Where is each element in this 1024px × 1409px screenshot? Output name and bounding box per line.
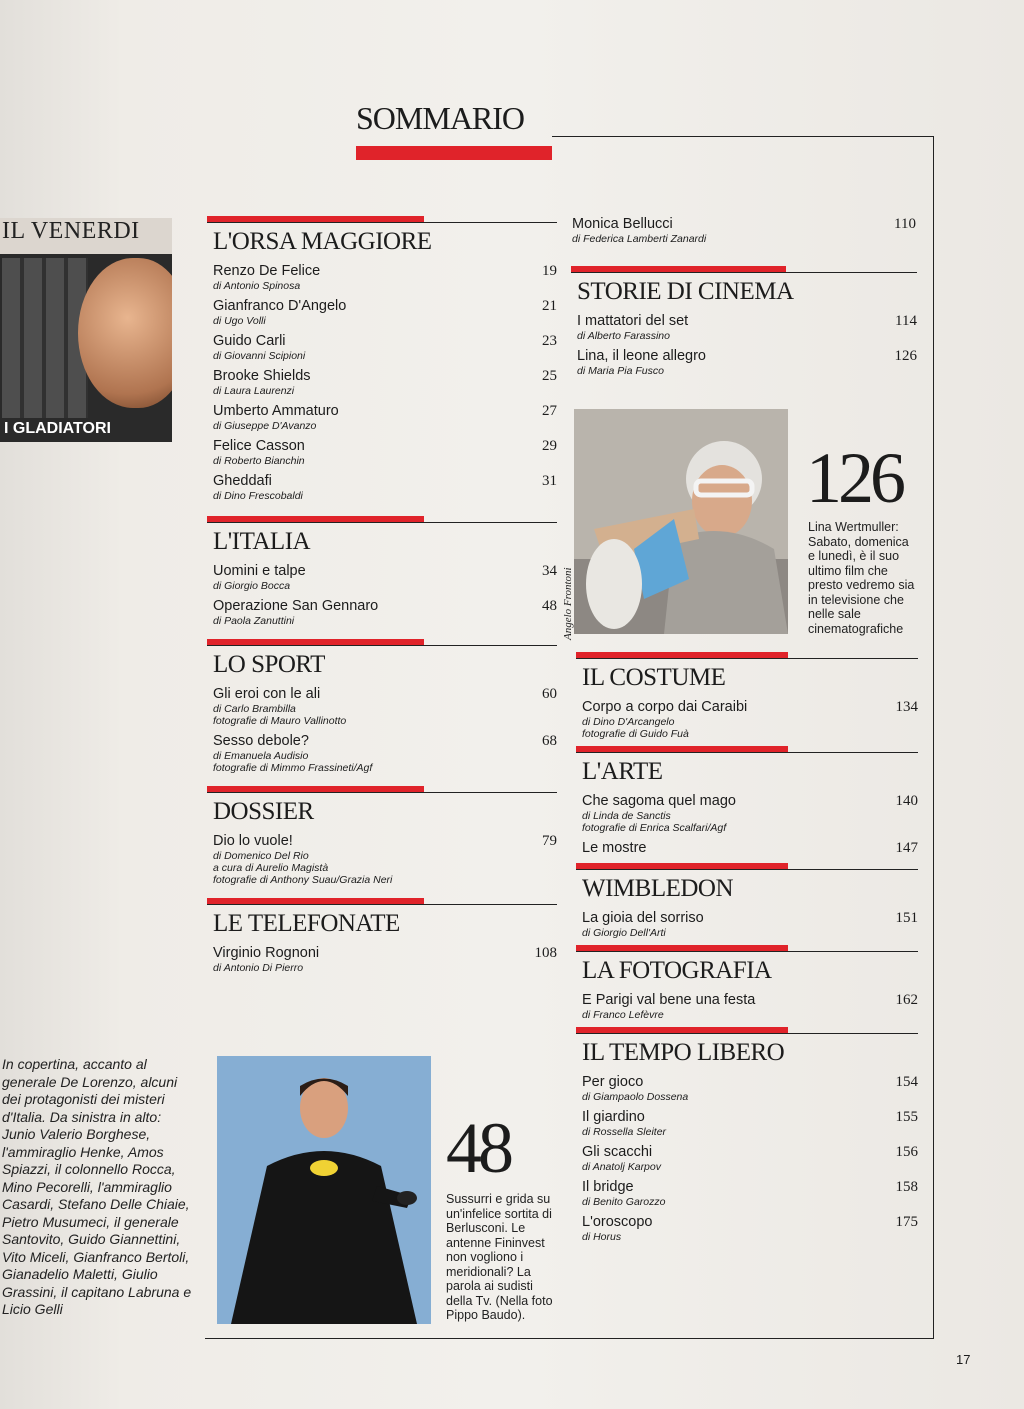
section-rule [207, 645, 557, 646]
entry-title: Che sagoma quel mago [582, 793, 736, 809]
baudo-illustration [217, 1056, 431, 1324]
entry-author: di Ugo Volli [213, 315, 266, 327]
entry-page: 110 [894, 216, 916, 232]
entry-page: 108 [534, 945, 557, 961]
toc-section [207, 516, 557, 627]
toc-section [207, 786, 557, 886]
entry-title: Umberto Ammaturo [213, 403, 339, 419]
toc-entry[interactable] [576, 910, 918, 939]
cover-subtitle: I GLADIATORI [4, 420, 111, 437]
entry-author: di Paola Zanuttini [213, 615, 295, 627]
entry-credit: fotografie di Mauro Vallinotto [213, 715, 347, 727]
entry-page: 156 [895, 1144, 918, 1160]
photo-credit: Angelo Frontoni [562, 567, 574, 640]
entry-page: 147 [895, 840, 918, 856]
entry-title: Le mostre [582, 840, 647, 856]
toc-entry[interactable] [576, 1144, 918, 1173]
toc-section [576, 746, 918, 857]
toc-section [207, 639, 557, 774]
entry-page: 114 [895, 313, 917, 329]
toc-section [571, 266, 917, 377]
toc-entry[interactable] [576, 1074, 918, 1103]
entry-page: 154 [895, 1074, 918, 1090]
toc-entry[interactable] [207, 298, 557, 327]
section-title: STORIE DI CINEMA [577, 278, 794, 305]
entry-title: Il giardino [582, 1109, 645, 1125]
entry-title: Guido Carli [213, 333, 286, 349]
photo-baudo [217, 1056, 431, 1324]
entry-page: 48 [542, 598, 557, 614]
entry-author: di Federica Lamberti Zanardi [572, 233, 707, 245]
toc-entry[interactable] [207, 833, 557, 886]
entry-page: 162 [895, 992, 918, 1008]
entry-author: di Laura Laurenzi [213, 385, 295, 397]
cover-portrait-face [78, 258, 172, 408]
cover-thumbnail [0, 218, 172, 442]
section-title: L'ITALIA [213, 528, 311, 555]
entry-page: 60 [542, 686, 557, 702]
entry-page: 158 [895, 1179, 918, 1195]
entry-author: di Antonio Spinosa [213, 280, 301, 292]
section-title: L'ARTE [582, 758, 663, 785]
entry-title: Gli eroi con le ali [213, 686, 321, 702]
entry-title: Brooke Shields [213, 368, 311, 384]
feature-number-48: 48 [446, 1108, 510, 1188]
section-rule [576, 1033, 918, 1034]
toc-section [207, 216, 557, 502]
cover-caption: In copertina, accanto al generale De Lorenzo, alcuni dei protagonisti dei misteri d'Italia. Da sinistra in alto: Junio Valerio Borghese, l'ammiraglio Henke, Amos Spiazzi, il colonnello Rocca, Mino Pecorelli, l'ammiraglio Casardi, Stefano Delle Chiaie, Pietro Musumeci, il generale Santovito, Guido Giannettini, Vito Miceli, Gianfranco Bertoli, Gianadelio Maletti, Giulio Grassini, il capitano Labruna e Licio Gelli [2, 1056, 192, 1317]
entry-title: Felice Casson [213, 438, 305, 454]
entry-page: 23 [542, 333, 557, 349]
entry-author: di Giampaolo Dossena [582, 1091, 689, 1103]
section-rule [207, 522, 557, 523]
entry-title: Il bridge [582, 1179, 634, 1195]
toc-entry[interactable] [576, 699, 918, 740]
entry-author: di Franco Lefèvre [582, 1009, 664, 1021]
cover-portrait-grid [2, 258, 88, 418]
entry-page: 155 [895, 1109, 918, 1125]
section-title: WIMBLEDON [582, 875, 734, 902]
entry-author: di Dino Frescobaldi [213, 490, 303, 502]
page-number: 17 [956, 1352, 971, 1367]
entry-author: di Antonio Di Pierro [213, 962, 304, 974]
entry-author: di Domenico Del Rio [213, 850, 309, 862]
entry-title: Lina, il leone allegro [577, 348, 706, 364]
section-rule [576, 752, 918, 753]
toc-entry[interactable] [207, 438, 557, 467]
section-rule [207, 222, 557, 223]
entry-page: 175 [895, 1214, 918, 1230]
toc-entry[interactable] [207, 733, 557, 774]
frame-right-rule [933, 136, 934, 1339]
feature-caption-126: Lina Wertmuller: Sabato, domenica e lunedì, è il suo ultimo film che presto vedremo sia in televisione che nelle sale cinematografiche [808, 520, 915, 636]
entry-author: di Horus [582, 1231, 622, 1243]
toc-section [207, 898, 557, 974]
entry-page: 79 [542, 833, 557, 849]
entry-title: E Parigi val bene una festa [582, 992, 756, 1008]
entry-author: di Emanuela Audisio [213, 750, 309, 762]
frame-top-rule [552, 136, 934, 137]
toc-left-column [207, 216, 557, 986]
section-title: IL TEMPO LIBERO [582, 1039, 785, 1066]
entry-title: Virginio Rognoni [213, 945, 320, 961]
toc-section [576, 1027, 918, 1243]
entry-author: di Roberto Bianchin [213, 455, 305, 467]
entry-author: di Giovanni Scipioni [213, 350, 306, 362]
entry-credit: fotografie di Mimmo Frassineti/Agf [213, 762, 373, 774]
toc-section [576, 863, 918, 939]
section-title: LA FOTOGRAFIA [582, 957, 772, 984]
section-rule [576, 658, 918, 659]
page-title: SOMMARIO [356, 100, 525, 136]
title-red-bar [356, 146, 552, 160]
toc-entry[interactable] [207, 563, 557, 592]
entry-title: Gli scacchi [582, 1144, 653, 1160]
entry-page: 19 [542, 263, 557, 279]
entry-title: Gianfranco D'Angelo [213, 298, 347, 314]
toc-entry[interactable] [566, 216, 916, 245]
entry-author: di Maria Pia Fusco [577, 365, 664, 377]
section-rule [576, 951, 918, 952]
frame-bottom-rule [205, 1338, 934, 1339]
entry-credit: fotografie di Guido Fuà [582, 728, 689, 740]
toc-section [576, 652, 918, 740]
entry-author: di Giorgio Dell'Arti [582, 927, 666, 939]
entry-credit: fotografie di Anthony Suau/Grazia Neri [213, 874, 393, 886]
toc-entry[interactable] [576, 1179, 918, 1208]
entry-author: di Alberto Farassino [577, 330, 670, 342]
entry-author: di Carlo Brambilla [213, 703, 296, 715]
toc-entry[interactable] [207, 368, 557, 397]
entry-title: Renzo De Felice [213, 263, 321, 279]
entry-title: Per gioco [582, 1074, 644, 1090]
cover-masthead: IL VENERDI [0, 218, 172, 254]
entry-author: di Linda de Sanctis [582, 810, 671, 822]
entry-author: di Giorgio Bocca [213, 580, 291, 592]
toc-entry[interactable] [207, 686, 557, 727]
entry-title: Gheddafi [213, 473, 272, 489]
toc-entry[interactable] [207, 333, 557, 362]
toc-entry[interactable] [576, 1214, 918, 1243]
entry-author: di Giuseppe D'Avanzo [213, 420, 317, 432]
section-rule [207, 792, 557, 793]
entry-page: 140 [895, 793, 918, 809]
entry-title: Operazione San Gennaro [213, 598, 379, 614]
toc-right-column-upper [571, 266, 917, 383]
section-title: LO SPORT [213, 651, 325, 678]
entry-title: Monica Bellucci [572, 216, 673, 232]
section-title: IL COSTUME [582, 664, 726, 691]
section-rule [576, 869, 918, 870]
toc-entry[interactable] [207, 598, 557, 627]
toc-entry[interactable] [576, 840, 918, 857]
photo-wertmuller [574, 409, 788, 634]
entry-page: 27 [542, 403, 557, 419]
toc-entry[interactable] [576, 992, 918, 1021]
toc-right-top [566, 216, 916, 251]
toc-entry[interactable] [576, 1109, 918, 1138]
toc-entry[interactable] [571, 348, 917, 377]
section-title: DOSSIER [213, 798, 314, 825]
feature-caption-48: Sussurri e grida su un'infelice sortita di Berlusconi. Le antenne Fininvest non vogliono i meridionali? La parola ai sudisti della Tv. (Nella foto Pippo Baudo). [446, 1192, 553, 1322]
toc-entry[interactable] [571, 313, 917, 342]
entry-credit: a cura di Aurelio Magistà [213, 862, 329, 874]
toc-entry[interactable] [207, 263, 557, 292]
wertmuller-illustration [574, 409, 788, 634]
section-title: L'ORSA MAGGIORE [213, 228, 432, 255]
entry-title: La gioia del sorriso [582, 910, 704, 926]
entry-page: 31 [542, 473, 557, 489]
entry-credit: fotografie di Enrica Scalfari/Agf [582, 822, 727, 834]
entry-author: di Rossella Sleiter [582, 1126, 667, 1138]
entry-page: 68 [542, 733, 557, 749]
entry-page: 126 [894, 348, 917, 364]
entry-page: 29 [542, 438, 557, 454]
toc-section [576, 945, 918, 1021]
toc-entry[interactable] [207, 945, 557, 974]
entry-title: Dio lo vuole! [213, 833, 293, 849]
entry-author: di Dino D'Arcangelo [582, 716, 675, 728]
entry-title: L'oroscopo [582, 1214, 653, 1230]
toc-entry[interactable] [576, 793, 918, 834]
entry-title: Corpo a corpo dai Caraibi [582, 699, 748, 715]
entry-title: I mattatori del set [577, 313, 689, 329]
entry-title: Sesso debole? [213, 733, 309, 749]
entry-title: Uomini e talpe [213, 563, 306, 579]
section-rule [571, 272, 917, 273]
entry-page: 34 [542, 563, 557, 579]
entry-page: 21 [542, 298, 557, 314]
toc-entry[interactable] [207, 473, 557, 502]
feature-number-126: 126 [806, 438, 902, 518]
toc-right-column-lower [576, 652, 918, 1249]
section-rule [207, 904, 557, 905]
section-title: LE TELEFONATE [213, 910, 400, 937]
entry-page: 25 [542, 368, 557, 384]
entry-author: di Benito Garozzo [582, 1196, 666, 1208]
entry-page: 151 [895, 910, 918, 926]
entry-page: 134 [895, 699, 918, 715]
toc-entry[interactable] [207, 403, 557, 432]
entry-author: di Anatolj Karpov [582, 1161, 661, 1173]
